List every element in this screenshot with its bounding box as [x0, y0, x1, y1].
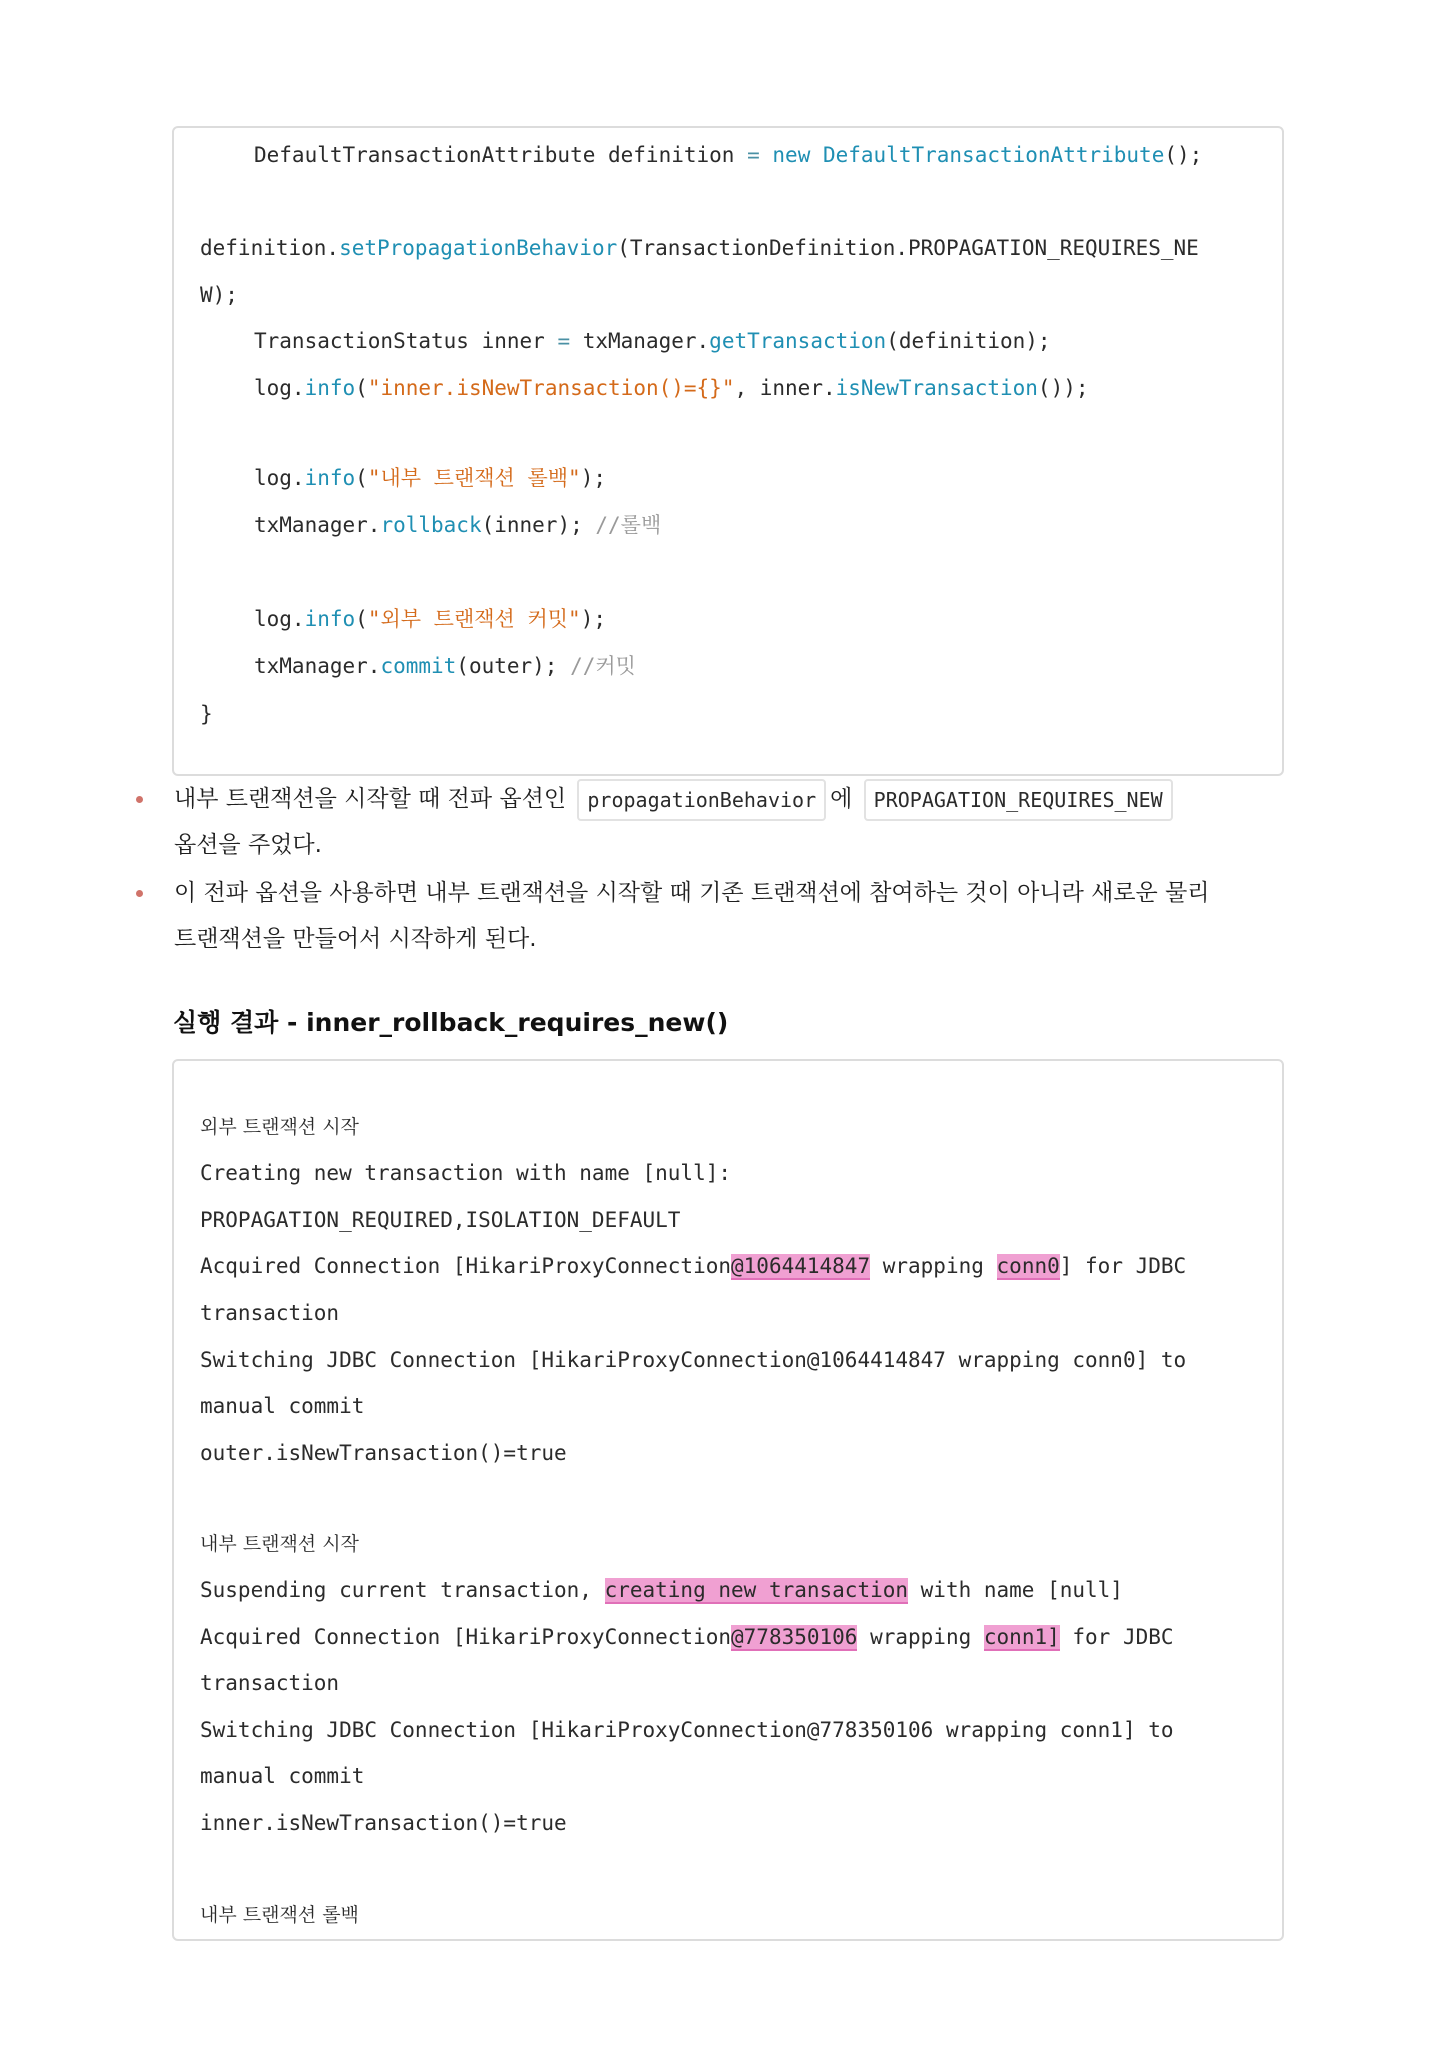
code-text: } [200, 702, 213, 726]
code-text: Creating new transaction with name [null]: [200, 1161, 732, 1185]
log-line [200, 1251, 1186, 1281]
code-text: ( [355, 607, 368, 631]
code-string: "inner.isNewTransaction()={}" [367, 376, 735, 400]
code-line [254, 140, 1202, 170]
code-method: info [304, 607, 356, 631]
code-line [200, 233, 1199, 263]
code-text: for JDBC [1059, 1625, 1174, 1649]
code-method: info [304, 466, 356, 490]
highlighted-text: conn1] [983, 1625, 1060, 1649]
code-method: rollback [380, 513, 482, 537]
code-line [254, 510, 661, 540]
log-line [200, 1205, 680, 1235]
code-text: 외부 트랜잭션 시작 [200, 1116, 359, 1138]
code-text: with name [null] [908, 1578, 1123, 1602]
bullet-dot [136, 796, 143, 803]
log-line [200, 1808, 567, 1838]
code-text: 내부 트랜잭션 롤백 [200, 1904, 359, 1926]
code-line [254, 326, 1051, 356]
code-line [254, 373, 1089, 403]
log-line [200, 1298, 339, 1328]
code-text: (); [1164, 143, 1203, 167]
log-line [200, 1391, 364, 1421]
log-line [200, 1668, 339, 1698]
log-line [200, 1761, 364, 1791]
code-text: Acquired Connection [HikariProxyConnection [200, 1625, 732, 1649]
code-text: (outer); [456, 654, 571, 678]
code-text: txManager. [254, 654, 381, 678]
code-text: Switching JDBC Connection [HikariProxyConnection@778350106 wrapping conn1] to [200, 1718, 1174, 1742]
code-text: ()); [1037, 376, 1089, 400]
code-text: transaction [200, 1671, 340, 1695]
code-method: isNewTransaction [835, 376, 1038, 400]
code-text: DefaultTransactionAttribute definition [254, 143, 748, 167]
code-method: getTransaction [709, 329, 887, 353]
code-text: Acquired Connection [HikariProxyConnection [200, 1254, 732, 1278]
code-text: manual commit [200, 1764, 365, 1788]
code-comment: //롤백 [595, 513, 662, 537]
section-heading: 실행 결과 - inner_rollback_requires_new() [173, 1008, 729, 1037]
bullet-text-continued: 트랜잭션을 만들어서 시작하게 된다. [174, 926, 537, 952]
log-line [200, 1899, 359, 1929]
code-text: log. [254, 376, 305, 400]
code-line [254, 651, 636, 681]
code-text: ); [580, 607, 606, 631]
code-line [254, 604, 606, 634]
highlighted-text: @778350106 [731, 1625, 858, 1649]
code-text: (definition); [886, 329, 1051, 353]
code-text: transaction [200, 1301, 340, 1325]
code-text: PROPAGATION_REQUIRED,ISOLATION_DEFAULT [200, 1208, 681, 1232]
bullet-text: 내부 트랜잭션을 시작할 때 전파 옵션인 propagationBehavior 에 PROPAGATION_REQUIRES_NEW [174, 776, 1177, 822]
code-text: Suspending current transaction, [200, 1578, 605, 1602]
code-method: commit [380, 654, 457, 678]
code-text: TransactionStatus inner [254, 329, 558, 353]
code-text: wrapping [870, 1254, 997, 1278]
code-text: inner.isNewTransaction()=true [200, 1811, 567, 1835]
log-line [200, 1528, 359, 1558]
inline-code-requires-new: PROPAGATION_REQUIRES_NEW [864, 779, 1173, 821]
code-block-transaction [172, 126, 1284, 776]
bullet-text-continued: 옵션을 주었다. [174, 832, 322, 858]
code-text: 내부 트랜잭션 시작 [200, 1533, 359, 1555]
code-text: wrapping [857, 1625, 984, 1649]
code-text: , inner. [734, 376, 836, 400]
code-text: ] for JDBC [1059, 1254, 1187, 1278]
code-text: = [747, 143, 760, 167]
bullet-dot [136, 890, 143, 897]
code-text: txManager. [254, 513, 381, 537]
inline-code-propagation-behavior: propagationBehavior [577, 779, 826, 821]
code-text [760, 143, 773, 167]
log-line [200, 1345, 1186, 1375]
code-line [200, 699, 213, 729]
code-method: new DefaultTransactionAttribute [772, 143, 1165, 167]
code-string: "외부 트랜잭션 커밋" [367, 607, 581, 631]
code-comment: //커밋 [570, 654, 636, 678]
code-text: definition. [200, 236, 340, 260]
code-string: "내부 트랜잭션 롤백" [367, 466, 581, 490]
code-text: W); [200, 283, 238, 307]
code-method: setPropagationBehavior [339, 236, 618, 260]
highlighted-text: @1064414847 [731, 1254, 871, 1278]
highlighted-text: conn0 [996, 1254, 1060, 1278]
code-text: = [557, 329, 571, 353]
log-line [200, 1715, 1174, 1745]
log-line [200, 1575, 1123, 1605]
code-text: ( [355, 466, 368, 490]
code-method: info [304, 376, 356, 400]
code-text: (inner); [481, 513, 596, 537]
code-text: Switching JDBC Connection [HikariProxyConnection@1064414847 wrapping conn0] to [200, 1348, 1187, 1372]
code-text: ); [580, 466, 606, 490]
bullet-text: 이 전파 옵션을 사용하면 내부 트랜잭션을 시작할 때 기존 트랜잭션에 참여하는 것이 아니라 새로운 물리 [174, 880, 1210, 906]
code-text: ( [355, 376, 368, 400]
log-line [200, 1622, 1174, 1652]
code-text: log. [254, 466, 305, 490]
code-text: txManager. [570, 329, 710, 353]
log-line [200, 1158, 731, 1188]
code-line [254, 463, 606, 493]
code-block-log-output [172, 1059, 1284, 1941]
code-text: log. [254, 607, 305, 631]
code-line [200, 280, 238, 310]
code-text: manual commit [200, 1394, 365, 1418]
log-line [200, 1438, 567, 1468]
highlighted-text: creating new transaction [604, 1578, 909, 1602]
code-text: (TransactionDefinition.PROPAGATION_REQUIRES_NE [617, 236, 1199, 260]
code-text: outer.isNewTransaction()=true [200, 1441, 567, 1465]
log-line [200, 1111, 359, 1141]
